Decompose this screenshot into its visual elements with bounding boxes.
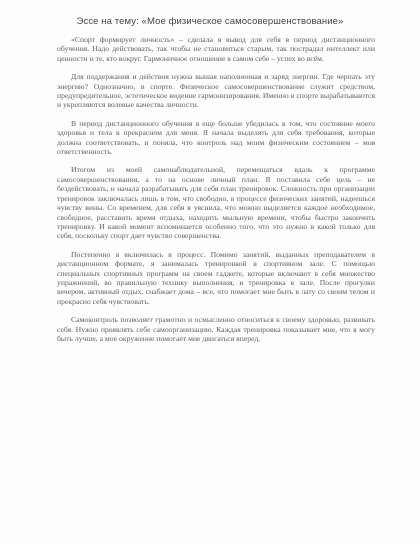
essay-paragraph: Для поддержания и действия нужна вышая наполненная и заряд энергии. Где черпать эту энергию? Однозначно, в спорте. Физическое самосовершенствование служит средством, предупредительное, эстетическое видение гармонизирования. Именно в спорте вырабатываются и укрепляются волевые качества личности. bbox=[57, 72, 375, 110]
essay-paragraph: Итогом из моей самонаблюдательной, перемещаться вдаль к программе самосовершенствования, а то на основе личный план. Я поставила себе цель – не бездействовать, и начала разрабатывать для себя план тренировок. Сложность при организации тренировок заключалась лишь в том, что свободно, в процессе физических занятий, надеешься чувству вины. Со временем, для себя я уяснила, что можно выделяется каждое необходимое, свободное, расставить время отдыха, находить мыльную времени, чтобы быстро закончить тренировку. И какой момент вспоминается особенно того, что это нужно в какой только для себя, поскольку спорт дает чувство совершенства. bbox=[57, 165, 375, 241]
essay-paragraph: Самоконтроль позволяет грамотно и осмысленно относиться к своему здоровью, развивать себя. Нужно проявлять себе самоорганизацию. Каждая тренировка показывает мне, что я могу быть лучше, а мое окружение помогает мне двигаться вперед. bbox=[57, 315, 375, 343]
essay-paragraph: В период дистанционного обучения я еще больше убедилась в том, что состояние моего здоровья и тела в прекрасном для меня. Я начала выделять для себя требования, которые должна соответствовать, и поняла, что контроль над моим физическим состоянием – моя ответственность. bbox=[57, 118, 375, 157]
essay-title: Эссе на тему: «Мое физическое самосовершенствование» bbox=[76, 16, 344, 27]
essay-paragraph: «Спорт формирует личность» – сделала я вывод для себя в период дистанционного обучения. Надо действовать, так чтобы не становиться старым, так пострадал интеллект или ценности и те, кто вокруг. Гармоничное отношение в самом себе – успех во всём. bbox=[57, 35, 375, 63]
essay-body bbox=[57, 35, 375, 352]
essay-paragraph: Постепенно я включилась в процесс. Помимо занятий, выданных преподавателем в дистанционном формате, я занималась тренировкой в спортивном зале. С помощью специальных спортивных программ на своем гаджете, которые включают в себя множество упражнений, во правильную технику выполнения, и тренировка в зале. После прогулки вечером, активный отдых, снабжает дома – все, что помогает мне быть в лату со своим телом и прекрасно себя чувствовать. bbox=[57, 249, 375, 306]
